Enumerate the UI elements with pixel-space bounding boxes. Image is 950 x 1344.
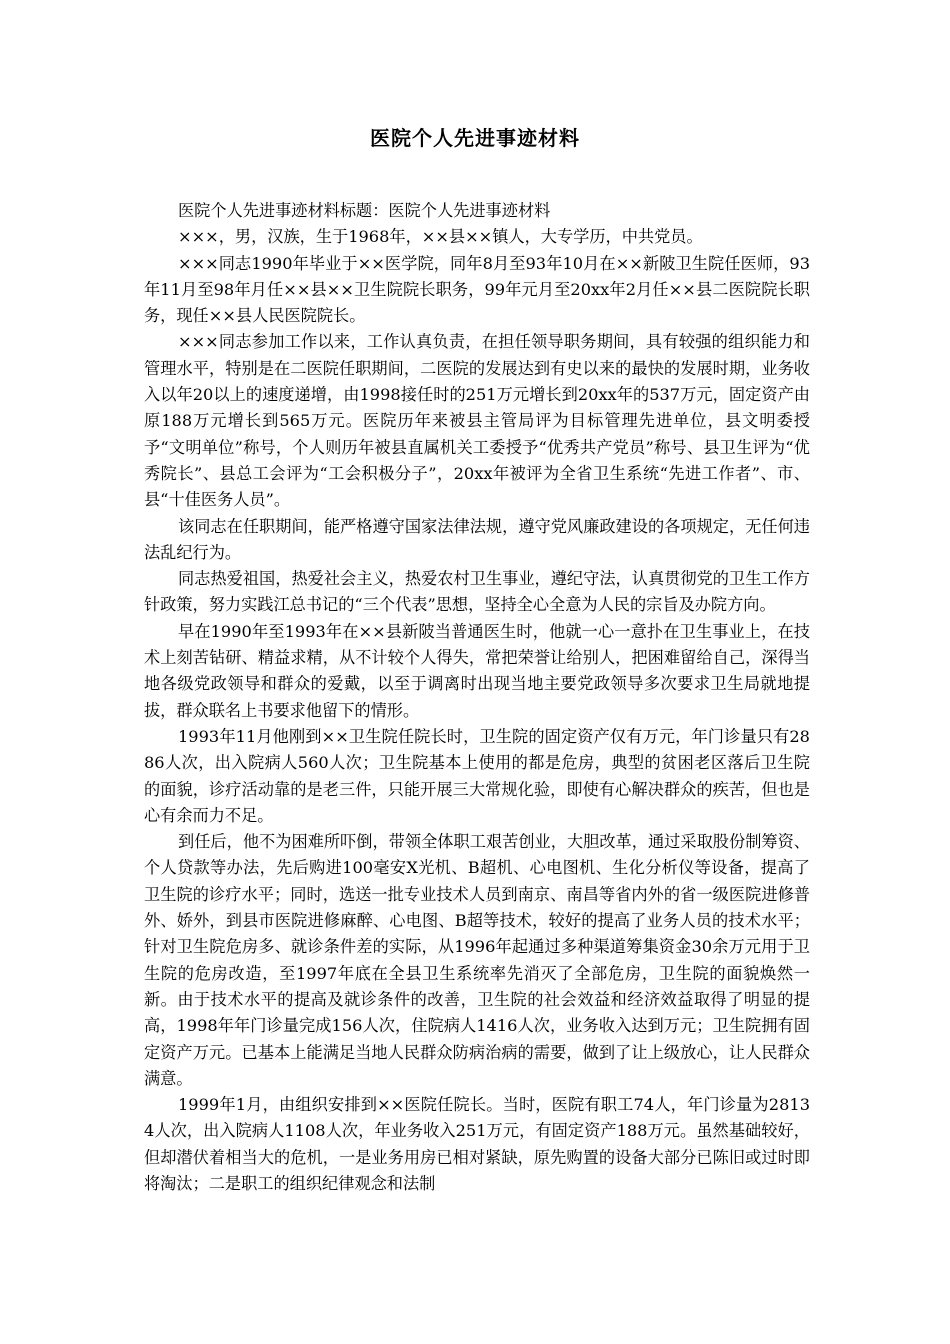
paragraph-profile: ×××，男，汉族，生于1968年，××县××镇人，大专学历，中共党员。 <box>178 227 703 247</box>
document-title: 医院个人先进事迹材料 <box>370 126 580 150</box>
paragraph-patriotism: 同志热爱祖国，热爱社会主义，热爱农村卫生事业，遵纪守法，认真贯彻党的卫生工作方针政策，努力实践江总书记的“三个代表”思想，坚持全心全意为人民的宗旨及办院方向。 <box>144 569 810 615</box>
paragraph-career: ×××同志1990年毕业于××医学院，同年8月至93年10月在××新陂卫生院任医师，93年11月至98年月任××县××卫生院院长职务，99年元月至20xx年2月任××县二医院院长职务，现任××县人民医院院长。 <box>144 253 810 326</box>
paragraph-1999: 1999年1月，由组织安排到××医院任院长。当时，医院有职工74人，年门诊量为28134人次，出入院病人1108人次，年业务收入251万元，有固定资产188万元。虽然基础较好，但却潜伏着相当大的危机，一是业务用房已相对紧缺，原先购置的设备大部分已陈旧或过时即将淘汰；二是职工的组织纪律观念和法制 <box>144 1095 810 1193</box>
paragraph-1993: 1993年11月他刚到××卫生院任院长时，卫生院的固定资产仅有万元，年门诊量只有2886人次，出入院病人560人次；卫生院基本上使用的都是危房，典型的贫困老区落后卫生院的面貌，诊疗活动靠的是老三件，只能开展三大常规化验，即使有心解决群众的疾苦，但也是心有余而力不足。 <box>144 726 810 825</box>
paragraph-achievements: ×××同志参加工作以来，工作认真负责，在担任领导职务期间，具有较强的组织能力和管理水平，特别是在二医院任职期间，二医院的发展达到有史以来的最快的发展时期，业务收入以年20以上的速度递增，由1998接任时的251万元增长到20xx年的537万元，固定资产由原188万元增长到565万元。医院历年来被县主管局评为目标管理先进单位，县文明委授予“文明单位”称号，个人则历年被县直属机关工委授予“优秀共产党员”称号、县卫生评为“优秀院长”、县总工会评为“工会积极分子”，20xx年被评为全省卫生系统“先进工作者”、市、县“十佳医务人员”。 <box>144 332 810 510</box>
document-body <box>144 198 810 1328</box>
paragraph-reform: 到任后，他不为困难所吓倒，带领全体职工艰苦创业，大胆改革，通过采取股份制筹资、个人贷款等办法，先后购进100毫安X光机、B超机、心电图机、生化分析仪等设备，提高了卫生院的诊疗水平；同时，选送一批专业技术人员到南京、南昌等省内外的省一级医院进修普外、娇外，到县市医院进修麻醉、心电图、B超等技术，较好的提高了业务人员的技术水平；针对卫生院危房多、就诊条件差的实际，从1996年起通过多种渠道筹集资金30余万元用于卫生院的危房改造，至1997年底在全县卫生系统率先消灭了全部危房，卫生院的面貌焕然一新。由于技术水平的提高及就诊条件的改善，卫生院的社会效益和经济效益取得了明显的提高，1998年年门诊量完成156人次，住院病人1416人次，业务收入达到万元；卫生院拥有固定资产万元。已基本上能满足当地人民群众防病治病的需要，做到了让上级放心，让人民群众满意。 <box>144 832 810 1088</box>
paragraph-early-career: 早在1990年至1993年在××县新陂当普通医生时，他就一心一意扑在卫生事业上，在技术上刻苦钻研、精益求精，从不计较个人得失，常把荣誉让给别人，把困难留给自己，深得当地各级党政领导和群众的爱戴，以至于调离时出现当地主要党政领导多次要求卫生局就地提拔，群众联名上书要求他留下的情形。 <box>144 621 810 720</box>
paragraph-intro: 医院个人先进事迹材料标题：医院个人先进事迹材料 <box>178 201 551 220</box>
paragraph-discipline: 该同志在任职期间，能严格遵守国家法律法规，遵守党风廉政建设的各项规定，无任何违法乱纪行为。 <box>144 516 810 562</box>
